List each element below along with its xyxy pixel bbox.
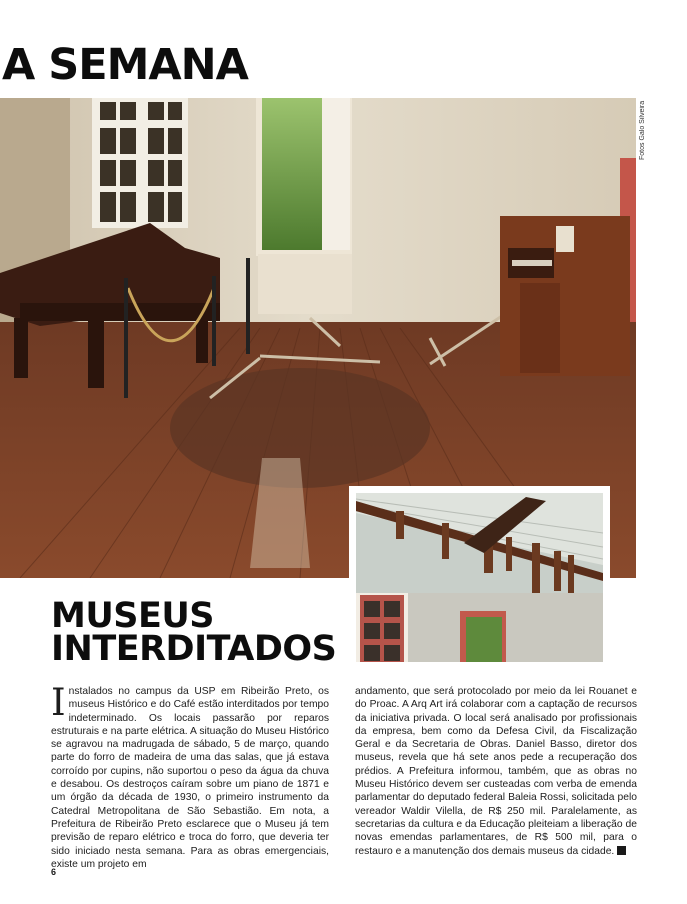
headline-line-2: INTERDITADOS — [51, 629, 337, 669]
article-column-1 — [51, 681, 329, 871]
article-body-part-1: nstalados no campus da USP em Ribeirão Preto, os museus Histórico e do Café estão interditados por tempo indeterminado. Os locais passarão por reparos estruturais e na parte elétrica. A situação do Museu Histórico se agravou na madrugada de sábado, 5 de março, quando parte do forro de madeira de uma das salas, que já estava corroído por cupins, não suportou o peso da água da chuva e desabou. Os destroços caíram sobre um piano de 1871 e um órgão da década de 1930, o primeiro instrumento da Catedral Metropolitana de São Sebastião. Em nota, a Prefeitura de Ribeirão Preto esclarece que o Museu já tem previsão de reparo elétrico e troca do forro, que deveria ter sido iniciado nesta semana. Para as obras emergenciais, existe um projeto em — [51, 686, 329, 870]
end-mark-icon — [617, 846, 626, 855]
article-body-part-2: andamento, que será protocolado por meio da lei Rouanet e do Proac. A Arq Art irá colaborar com a captação de recursos da iniciativa privada. O local será analisado por profissionais da empresa, bem como da Defesa Civil, da Fiscalização Geral e da Secretaria de Obras. Daniel Basso, diretor dos museus, revela que há sete anos pede a recuperação dos prédios. A Prefeitura informou, também, que as obras no Museu Histórico devem ser custeadas com verba de emenda parlamentar do deputado federal Baleia Rossi, solicitada pelo vereador Waldir Vilella, de R$ 250 mil. Paralelamente, as secretarias da cultura e da Educação pleiteiam a liberação de novas emendas parlamentares, de R$ 500 mil, para o restauro e a manutenção dos demais museus da cidade. — [355, 686, 637, 857]
photo-credit: Fotos Galo Silveira — [639, 100, 646, 160]
page-number: 6 — [51, 867, 57, 877]
headline-line-1: MUSEUS — [51, 596, 214, 636]
article-column-2 — [355, 685, 637, 858]
section-title: A SEMANA — [2, 40, 248, 90]
drop-cap: I — [51, 681, 66, 724]
ceiling-damage-photo — [349, 486, 610, 664]
article-headline — [51, 596, 337, 669]
